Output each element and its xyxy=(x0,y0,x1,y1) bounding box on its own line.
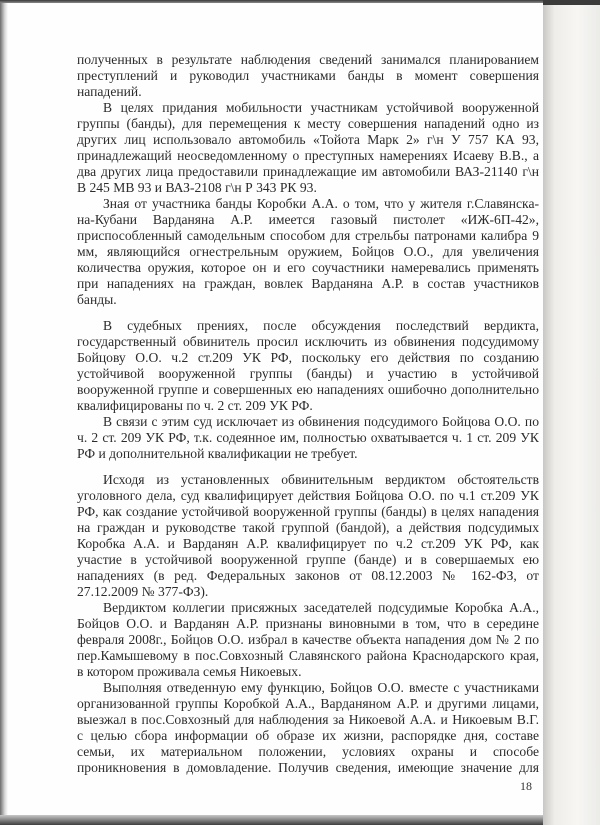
text-line: приспособленный самодельным способом для стрельбы патронами калибра 9 xyxy=(77,228,539,243)
text-line: Бойцов О.О. и Варданян А.Р. признаны виновными в том, что в середине xyxy=(77,616,539,631)
text-line: принадлежащий неосведомленному о преступных намерениях Исаеву В.В., а xyxy=(77,148,539,163)
text-line: В судебных прениях, после обсуждения последствий вердикта, xyxy=(103,318,539,333)
text-line: Исходя из установленных обвинительным вердиктом обстоятельств xyxy=(103,472,539,487)
text-line: участие в устойчивой вооруженной группе (банде) и в совершаемых ею xyxy=(77,552,539,567)
text-line: государственный обвинитель просил исключить из обвинения подсудимому xyxy=(77,334,539,349)
text-line: группы (банды), для перемещения к месту совершения нападений одно из xyxy=(77,116,539,131)
text-line: два других лица предоставили принадлежащие им автомобили ВАЗ-21140 г\н xyxy=(77,164,539,179)
text-line: уголовного дела, суд квалифицирует действия Бойцова О.О. по ч.1 ст.209 УК xyxy=(77,488,539,503)
scan-bottom-border xyxy=(0,815,545,825)
text-line: преступлений и руководил участниками банды в момент совершения xyxy=(77,68,539,83)
text-line: семьи, их материальном положении, условиях охраны и способе xyxy=(77,744,539,759)
text-line: банды. xyxy=(77,292,117,307)
text-line: Бойцову О.О. ч.2 ст.209 УК РФ, поскольку его действия по созданию xyxy=(77,350,539,365)
text-line: нападениях (в ред. Федеральных законов от 08.12.2003 № 162-ФЗ, от xyxy=(77,568,539,583)
text-line: Зная от участника банды Коробки А.А. о том, что у жителя г.Славянска- xyxy=(103,196,539,211)
text-line: других лиц использовало автомобиль «Тойота Марк 2» г\н У 757 КА 93, xyxy=(77,132,539,147)
text-line: ч. 2 ст. 209 УК РФ, т.к. содеянное им, полностью охватывается ч. 1 ст. 209 УК xyxy=(77,430,539,445)
text-line: выезжал в пос.Совхозный для наблюдения за Никоевой А.А. и Никоевым В.Г. xyxy=(77,712,539,727)
text-line: проникновения в домовладение. Получив сведения, имеющие значение для xyxy=(77,760,539,775)
text-line: при нападениях на граждан, вовлек Варданяна А.Р. в состав участников xyxy=(77,276,539,291)
text-line: на-Кубани Варданяна А.Р. имеется газовый пистолет «ИЖ-6П-42», xyxy=(77,212,539,227)
text-line: вооруженной группе и совершенных ею нападениях ошибочно дополнительно xyxy=(77,382,539,397)
text-line: квалифицированы по ч. 2 ст. 209 УК РФ. xyxy=(77,398,313,413)
scan-top-border xyxy=(0,0,600,3)
text-line: с целью сбора информации об образе их жизни, распорядке дня, составе xyxy=(77,728,539,743)
page-number: 18 xyxy=(520,779,532,793)
text-line: В целях придания мобильности участникам устойчивой вооруженной xyxy=(103,100,539,115)
text-line: февраля 2008г., Бойцов О.О. избрал в качестве объекта нападения дом № 2 по xyxy=(77,632,539,647)
text-line: В 245 МВ 93 и ВАЗ-2108 г\н Р 343 РК 93. xyxy=(77,180,317,195)
scan-left-shadow xyxy=(0,0,8,825)
text-line: мм, являющийся огнестрельным оружием, Бойцов О.О., для увеличения xyxy=(77,244,539,259)
scan-right-edge-top xyxy=(543,0,600,5)
text-line: полученных в результате наблюдения сведений занимался планированием xyxy=(77,52,539,67)
text-line: В связи с этим суд исключает из обвинения подсудимого Бойцова О.О. по xyxy=(103,414,539,429)
scan-right-edge xyxy=(543,0,600,825)
text-line: 27.12.2009 № 377-ФЗ). xyxy=(77,584,209,599)
text-line: устойчивой вооруженной группы (банды) и участию в устойчивой xyxy=(77,366,539,381)
text-line: Коробка А.А. и Варданян А.Р. квалифицирует по ч.2 ст.209 УК РФ, как xyxy=(77,536,539,551)
text-line: в котором проживала семья Никоевых. xyxy=(77,664,302,679)
text-line: Выполняя отведенную ему функцию, Бойцов О.О. вместе с участниками xyxy=(103,680,539,695)
text-line: РФ, как создание устойчивой вооруженной группы (банды) в целях нападения xyxy=(77,504,539,519)
text-line: пер.Камышевому в пос.Совхозный Славянского района Краснодарского края, xyxy=(77,648,539,663)
text-line: нападений. xyxy=(77,84,142,99)
text-line: организованной группы Коробкой А.А., Варданяном А.Р. и другими лицами, xyxy=(77,696,539,711)
text-line: Вердиктом коллегии присяжных заседателей подсудимые Коробка А.А., xyxy=(103,600,539,615)
text-line: РФ и дополнительной квалификации не требует. xyxy=(77,446,358,461)
text-line: на граждан и руководстве такой группой (бандой), а действия подсудимых xyxy=(77,520,539,535)
text-line: количества оружия, которое он и его соучастники намеревались применять xyxy=(77,260,539,275)
